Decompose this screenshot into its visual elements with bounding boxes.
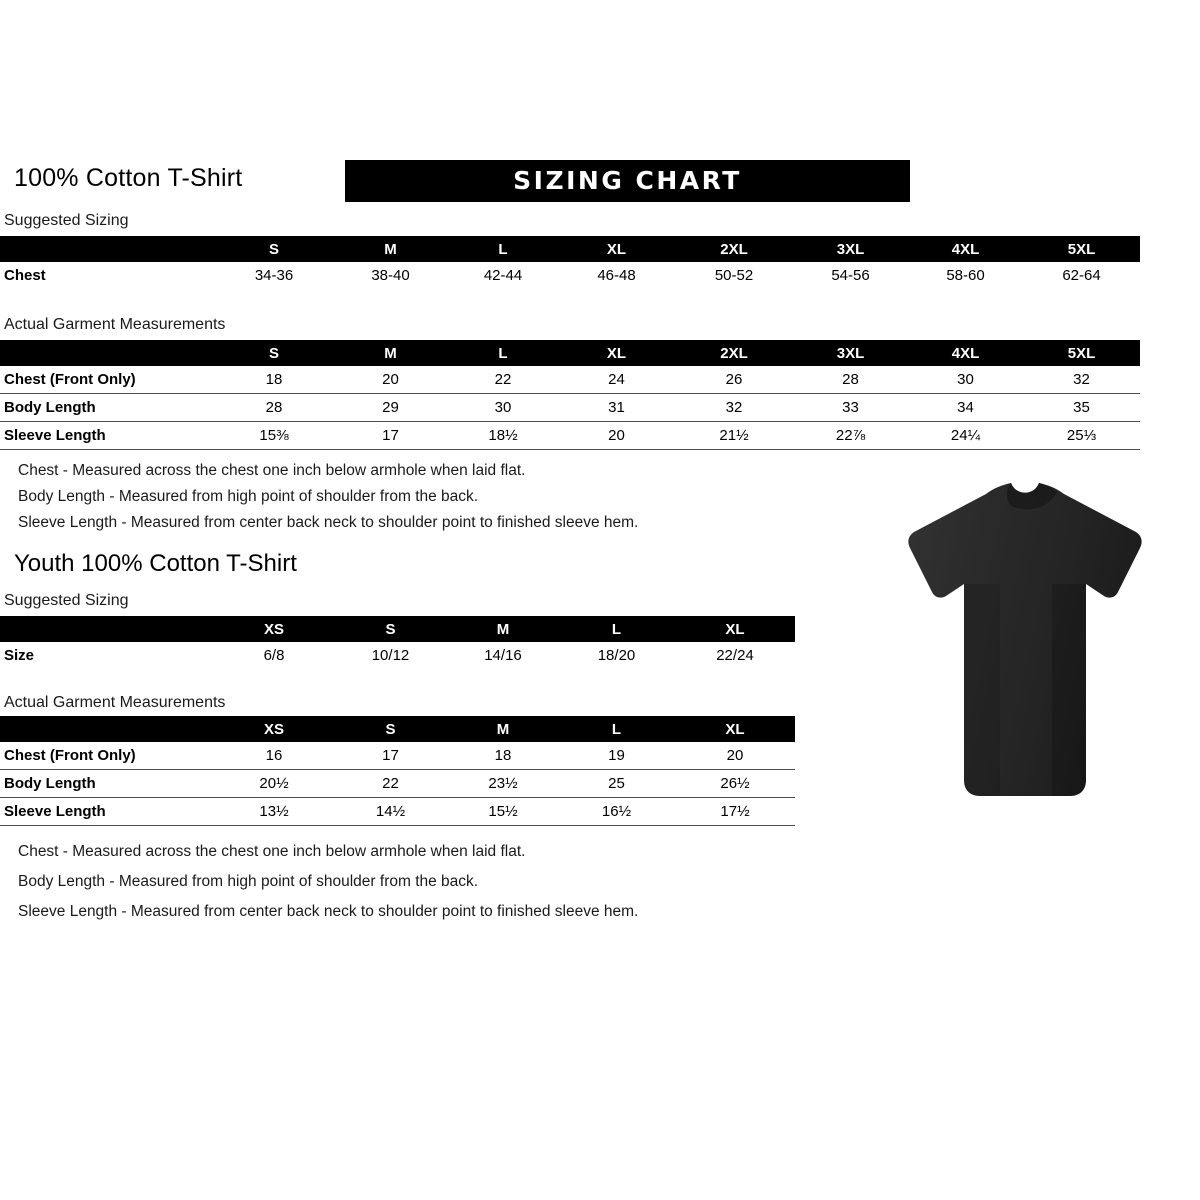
cell-bodylength-m: 23½ — [488, 775, 518, 792]
col-header-s: S — [385, 720, 396, 738]
youth-note-body-length: Body Length - Measured from high point of shoulder from the back. — [18, 873, 479, 890]
table-row — [0, 742, 795, 770]
row-label-body-length: Body Length — [4, 399, 96, 416]
row-label-body-length: Body Length — [4, 775, 96, 792]
cell-bodylength-2xl: 32 — [725, 399, 743, 416]
table-row — [0, 422, 1140, 450]
cell-bodylength-4xl: 34 — [957, 399, 974, 416]
adult-suggested-label: Suggested Sizing — [4, 212, 129, 229]
col-header-l: L — [611, 720, 622, 738]
cell-chest-3xl: 54-56 — [831, 267, 870, 284]
cell-chestfront-3xl: 28 — [842, 371, 859, 388]
cell-chestfront-l: 22 — [494, 371, 512, 388]
youth-suggested-table — [0, 616, 795, 669]
col-header-xl: XL — [725, 720, 745, 738]
col-header-5xl: 5XL — [1067, 344, 1096, 362]
cell-chestfront-xl: 24 — [608, 371, 625, 388]
table-header-row — [0, 716, 795, 742]
cell-bodylength-s: 22 — [382, 775, 399, 792]
col-header-xs: XS — [263, 720, 284, 738]
sizing-chart-banner — [345, 160, 910, 202]
youth-suggested-label: Suggested Sizing — [4, 592, 129, 609]
col-header-xl: XL — [606, 344, 627, 362]
cell-bodylength-s: 28 — [265, 399, 283, 416]
row-label-sleeve-length: Sleeve Length — [4, 803, 106, 820]
col-header-l: L — [498, 240, 508, 258]
cell-sleevelength-xs: 13½ — [259, 803, 289, 820]
cell-bodylength-5xl: 35 — [1073, 399, 1090, 416]
row-label-chest-front-only: Chest (Front Only) — [4, 747, 136, 764]
cell-sleevelength-xl: 17½ — [720, 803, 750, 820]
adult-note-chest: Chest - Measured across the chest one inch below armhole when laid flat. — [18, 462, 526, 479]
cell-sleevelength-m: 15½ — [488, 803, 518, 820]
cell-chest-5xl: 62-64 — [1062, 267, 1101, 284]
cell-bodylength-l: 30 — [494, 399, 512, 416]
col-header-blank — [0, 716, 215, 742]
col-header-4xl: 4XL — [951, 344, 980, 362]
cell-chest-4xl: 58-60 — [946, 267, 985, 284]
title-row — [10, 160, 1190, 204]
col-header-l: L — [498, 344, 508, 362]
youth-actual-table — [0, 716, 795, 826]
col-header-2xl: 2XL — [720, 240, 748, 258]
row-label-chest-front-only: Chest (Front Only) — [4, 371, 136, 388]
youth-note-chest: Chest - Measured across the chest one inch below armhole when laid flat. — [18, 843, 526, 860]
table-row — [0, 798, 795, 826]
table-row — [0, 642, 795, 669]
col-header-3xl: 3XL — [836, 344, 865, 362]
cell-chestfront-s: 17 — [382, 747, 399, 764]
cell-chest-m: 38-40 — [371, 267, 410, 284]
table-header-row — [0, 616, 795, 642]
black-t-shirt-icon — [890, 480, 1160, 810]
cell-size-m: 14/16 — [484, 647, 522, 664]
adult-note-sleeve-length: Sleeve Length - Measured from center back neck to shoulder point to finished sleeve hem. — [18, 514, 639, 531]
cell-chest-xl: 46-48 — [597, 267, 636, 284]
cell-bodylength-3xl: 33 — [842, 399, 859, 416]
adult-actual-table — [0, 340, 1140, 450]
col-header-blank — [0, 340, 215, 366]
row-label-size: Size — [4, 647, 35, 664]
col-header-xl: XL — [606, 240, 627, 258]
col-header-l: L — [611, 620, 622, 638]
col-header-s: S — [268, 240, 279, 258]
cell-sleevelength-l: 18½ — [488, 427, 518, 444]
col-header-blank — [0, 616, 215, 642]
adult-actual-label: Actual Garment Measurements — [4, 316, 226, 333]
page-title: 100% Cotton T-Shirt — [14, 164, 243, 192]
cell-bodylength-l: 25 — [608, 775, 625, 792]
col-header-m: M — [496, 720, 510, 738]
cell-chestfront-s: 18 — [265, 371, 283, 388]
col-header-4xl: 4XL — [951, 240, 980, 258]
col-header-m: M — [384, 344, 397, 362]
youth-section-title: Youth 100% Cotton T-Shirt — [14, 550, 297, 577]
col-header-3xl: 3XL — [836, 240, 865, 258]
cell-sleevelength-2xl: 21½ — [719, 427, 749, 444]
row-label-sleeve-length: Sleeve Length — [4, 427, 106, 444]
col-header-5xl: 5XL — [1067, 240, 1096, 258]
table-row — [0, 770, 795, 798]
col-header-m: M — [496, 620, 510, 638]
cell-chestfront-2xl: 26 — [725, 371, 743, 388]
adult-note-body-length: Body Length - Measured from high point of shoulder from the back. — [18, 488, 479, 505]
cell-chestfront-5xl: 32 — [1073, 371, 1090, 388]
cell-size-l: 18/20 — [597, 647, 636, 664]
col-header-blank — [0, 236, 215, 262]
col-header-xs: XS — [263, 620, 284, 638]
cell-sleevelength-s: 14½ — [375, 803, 406, 820]
col-header-s: S — [385, 620, 396, 638]
table-header-row — [0, 340, 1140, 366]
cell-bodylength-xs: 20½ — [259, 775, 289, 792]
sizing-chart-banner-label: SIZING CHART — [513, 166, 742, 195]
col-header-m: M — [384, 240, 397, 258]
cell-size-xl: 22/24 — [716, 647, 754, 664]
cell-sleevelength-xl: 20 — [608, 427, 625, 444]
cell-bodylength-xl: 26½ — [720, 775, 750, 792]
cell-chest-s: 34-36 — [254, 267, 294, 284]
col-header-2xl: 2XL — [720, 344, 748, 362]
cell-chestfront-m: 18 — [494, 747, 512, 764]
cell-chestfront-4xl: 30 — [957, 371, 974, 388]
cell-chestfront-m: 20 — [382, 371, 399, 388]
row-label-chest: Chest — [4, 267, 46, 284]
cell-sleevelength-m: 17 — [382, 427, 399, 444]
col-header-xl: XL — [725, 620, 745, 638]
cell-sleevelength-3xl: 22⅞ — [835, 427, 866, 444]
youth-actual-label: Actual Garment Measurements — [4, 694, 226, 711]
cell-chestfront-l: 19 — [608, 747, 625, 764]
col-header-s: S — [268, 344, 279, 362]
youth-note-sleeve-length: Sleeve Length - Measured from center back neck to shoulder point to finished sleeve hem. — [18, 903, 639, 920]
cell-sleevelength-l: 16½ — [601, 803, 632, 820]
adult-suggested-table — [0, 236, 1140, 289]
cell-sleevelength-5xl: 25⅓ — [1066, 427, 1097, 444]
table-row — [0, 262, 1140, 289]
cell-bodylength-m: 29 — [382, 399, 399, 416]
cell-bodylength-xl: 31 — [608, 399, 625, 416]
table-row — [0, 366, 1140, 394]
cell-chestfront-xs: 16 — [265, 747, 283, 764]
cell-sleevelength-4xl: 24¼ — [950, 427, 981, 444]
cell-chest-l: 42-44 — [483, 267, 523, 284]
cell-chest-2xl: 50-52 — [714, 267, 754, 284]
cell-size-xs: 6/8 — [263, 647, 285, 664]
cell-sleevelength-s: 15⅜ — [259, 427, 289, 444]
cell-size-s: 10/12 — [371, 647, 410, 664]
table-row — [0, 394, 1140, 422]
table-header-row — [0, 236, 1140, 262]
cell-chestfront-xl: 20 — [726, 747, 744, 764]
product-image — [890, 480, 1160, 810]
